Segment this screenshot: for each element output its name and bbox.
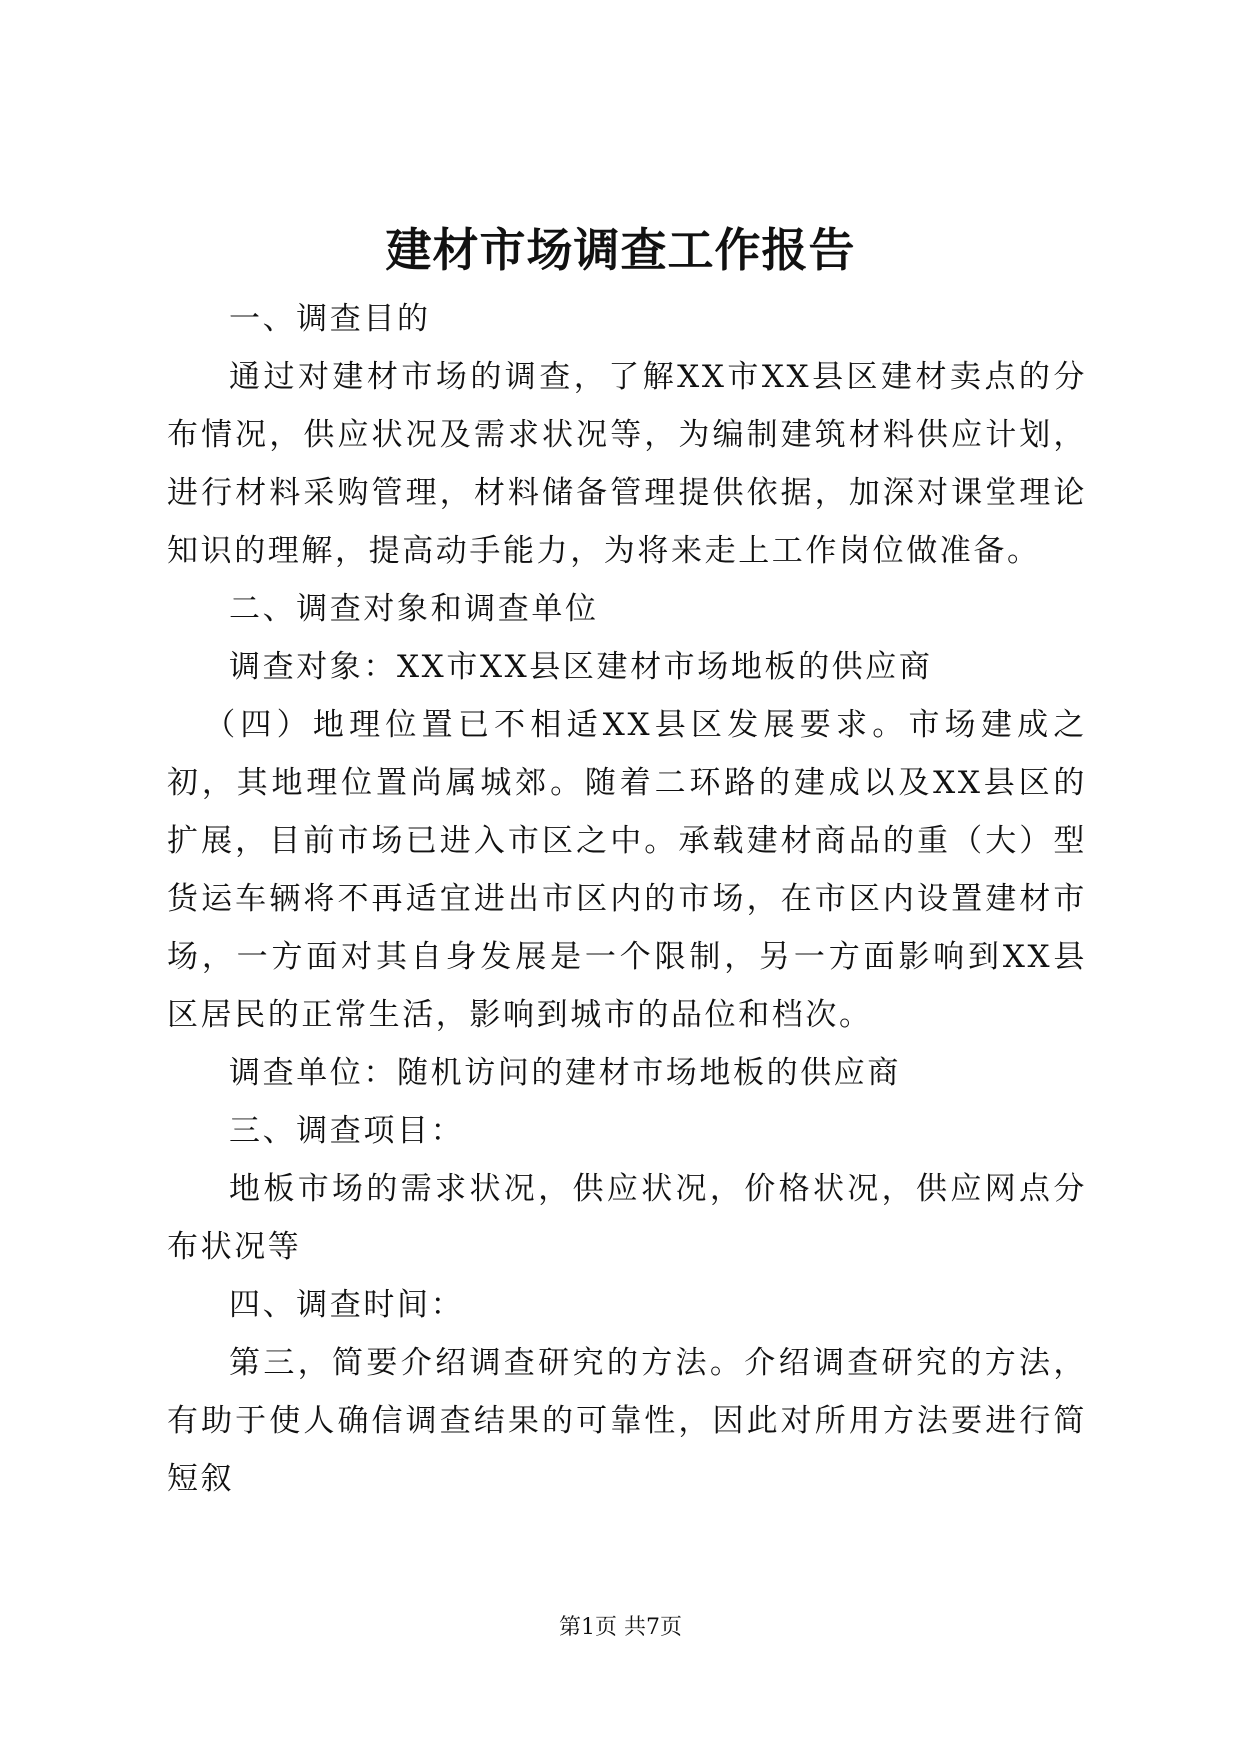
paragraph-items: 地板市场的需求状况，供应状况，价格状况，供应网点分布状况等 bbox=[167, 1171, 1087, 1265]
paragraph-purpose: 通过对建材市场的调查，了解XX市XX县区建材卖点的分布情况，供应状况及需求状况等，为编制建筑材料供应计划，进行材料采购管理，材料储备管理提供依据，加深对课堂理论知识的理解，提高动手能力，为将来走上工作岗位做准备。 bbox=[167, 359, 1087, 569]
paragraph-subjects: 调查对象：XX市XX县区建材市场地板的供应商 bbox=[229, 649, 933, 685]
paragraph-location: （四）地理位置已不相适XX县区发展要求。市场建成之初，其地理位置尚属城郊。随着二环路的建成以及XX县区的扩展，目前市场已进入市区之中。承载建材商品的重（大）型货运车辆将不再适宜进出市区内的市场，在市区内设置建材市场，一方面对其自身发展是一个限制，另一方面影响到XX县区居民的正常生活，影响到城市的品位和档次。 bbox=[167, 707, 1087, 1033]
section-heading-items: 三、调查项目： bbox=[229, 1113, 465, 1149]
page-number-footer: 第1页 共7页 bbox=[559, 1615, 682, 1640]
paragraph-methods: 第三，简要介绍调查研究的方法。介绍调查研究的方法，有助于使人确信调查结果的可靠性，因此对所用方法要进行简短叙 bbox=[167, 1345, 1087, 1497]
section-heading-time: 四、调查时间： bbox=[229, 1287, 465, 1323]
paragraph-units: 调查单位：随机访问的建材市场地板的供应商 bbox=[229, 1055, 901, 1091]
section-heading-subjects: 二、调查对象和调查单位 bbox=[229, 591, 599, 627]
section-heading-purpose: 一、调查目的 bbox=[229, 301, 431, 337]
document-title: 建材市场调查工作报告 bbox=[385, 223, 856, 277]
document-body bbox=[167, 290, 1087, 1508]
